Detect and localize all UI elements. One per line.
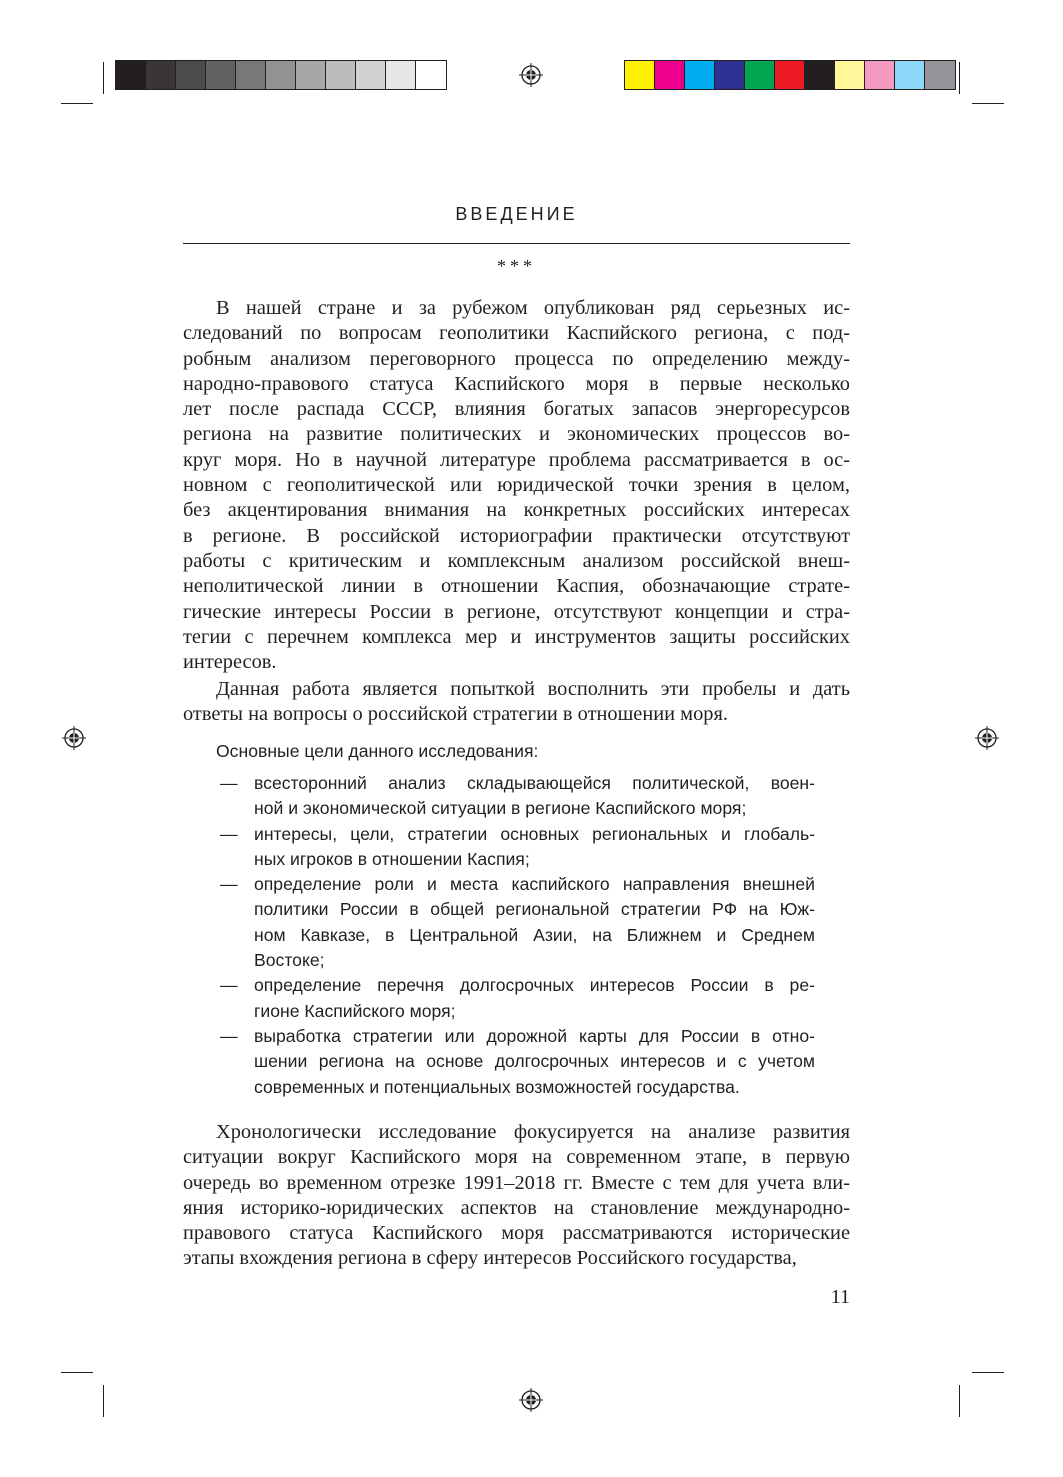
color-swatch	[685, 61, 715, 89]
list-item-line: Востоке;	[254, 950, 325, 971]
list-item-line: определение роли и места каспийского направления внешней	[254, 874, 815, 895]
color-swatch	[326, 61, 356, 89]
color-swatch	[356, 61, 386, 89]
color-swatch	[296, 61, 326, 89]
list-dash: —	[220, 874, 238, 895]
text-line: ответы на вопросы о российской стратегии в отношении моря.	[183, 703, 728, 726]
list-item-line: политики России в общей региональной стратегии РФ на Юж-	[254, 899, 815, 920]
text-line: неполитической линии в отношении Каспия, обозначающие страте-	[183, 575, 850, 598]
text-line: круг моря. Но в научной литературе проблема рассматривается в ос-	[183, 448, 850, 471]
registration-mark-icon	[519, 63, 543, 87]
text-line: Хронологически исследование фокусируется на анализе развития	[216, 1121, 850, 1143]
registration-mark-icon	[975, 726, 999, 750]
text-line: В нашей стране и за рубежом опубликован ряд серьезных ис-	[216, 297, 850, 319]
crop-mark	[972, 103, 1004, 104]
text-line: региона на развитие политических и экономических процессов во-	[183, 423, 850, 446]
color-swatch	[925, 61, 955, 89]
crop-mark	[959, 1385, 960, 1417]
list-item-line: ном Кавказе, в Центральной Азии, на Ближнем и Среднем	[254, 924, 815, 945]
color-swatch	[745, 61, 775, 89]
section-title: ВВЕДЕНИЕ	[455, 204, 578, 224]
goals-list	[220, 771, 815, 1100]
list-item-line: интересы, цели, стратегии основных региональных и глобаль-	[254, 823, 815, 844]
list-dash: —	[220, 1025, 238, 1046]
crop-mark	[103, 1385, 104, 1417]
crop-mark	[959, 62, 960, 94]
text-line: следований по вопросам геополитики Каспийского региона, с под-	[183, 322, 850, 345]
color-swatch	[386, 61, 416, 89]
list-item	[220, 771, 815, 822]
color-swatch	[176, 61, 206, 89]
list-item-line: ной и экономической ситуации в регионе Каспийского моря;	[254, 798, 747, 819]
text-line: Данная работа является попыткой восполнить эти пробелы и дать	[216, 678, 850, 700]
color-swatch	[266, 61, 296, 89]
text-line: этапы вхождения региона в сферу интересов Российского государства,	[183, 1247, 797, 1270]
text-line: правового статуса Каспийского моря рассматриваются исторические	[183, 1222, 850, 1245]
list-dash: —	[220, 823, 238, 844]
color-swatch	[715, 61, 745, 89]
list-item	[220, 973, 815, 1024]
list-item	[220, 1024, 815, 1100]
text-line: очередь во временном отрезке 1991–2018 гг. Вместе с тем для учета вли-	[183, 1171, 850, 1194]
text-line: интересов.	[183, 651, 277, 674]
goals-heading: Основные цели данного исследования:	[216, 741, 539, 761]
grayscale-color-bar	[115, 60, 447, 90]
text-line: гические интересы России в регионе, отсутствуют концепции и стра-	[183, 600, 850, 623]
color-swatch	[416, 61, 446, 89]
list-item-line: шении региона на основе долгосрочных интересов и с учетом	[254, 1051, 815, 1072]
color-swatch	[775, 61, 805, 89]
registration-mark-icon	[62, 726, 86, 750]
crop-mark	[61, 103, 93, 104]
color-swatch	[655, 61, 685, 89]
text-line: народно-правового статуса Каспийского моря в первые несколько	[183, 372, 850, 395]
header-rule	[183, 243, 850, 244]
paragraph-chronology	[183, 1120, 850, 1272]
text-line: новном с геополитической или юридической точки зрения в целом,	[183, 474, 850, 497]
text-line: ситуации вокруг Каспийского моря на современном этапе, в первую	[183, 1146, 850, 1169]
text-line: робным анализом переговорного процесса по определению между-	[183, 347, 850, 370]
list-item-line: ных игроков в отношении Каспия;	[254, 848, 530, 869]
text-line: лет после распада СССР, влияния богатых запасов энергоресурсов	[183, 398, 850, 421]
list-item-line: современных и потенциальных возможностей государства.	[254, 1076, 740, 1097]
color-swatch	[116, 61, 146, 89]
crop-mark	[61, 1372, 93, 1373]
crop-mark	[972, 1372, 1004, 1373]
text-line: без акцентирования внимания на конкретных российских интересах	[183, 499, 850, 522]
paragraph-intro	[183, 296, 850, 675]
list-item	[220, 872, 815, 973]
color-swatch	[835, 61, 865, 89]
list-item-line: всесторонний анализ складывающейся политической, воен-	[254, 773, 815, 793]
text-line: работы с критическим и комплексным анализом российской внеш-	[183, 549, 850, 572]
crop-mark	[103, 62, 104, 94]
section-break-stars: ***	[497, 256, 536, 276]
text-line: тегии с перечнем комплекса мер и инструментов защиты российских	[183, 625, 850, 648]
list-item-line: определение перечня долгосрочных интересов России в ре-	[254, 975, 815, 996]
color-swatch	[805, 61, 835, 89]
color-swatch	[895, 61, 925, 89]
color-swatch	[865, 61, 895, 89]
color-swatch	[236, 61, 266, 89]
color-swatch	[206, 61, 236, 89]
paragraph-purpose	[183, 677, 850, 728]
registration-mark-icon	[519, 1388, 543, 1412]
page-number: 11	[830, 1286, 850, 1308]
color-swatch	[625, 61, 655, 89]
list-item	[220, 822, 815, 873]
process-color-bar	[624, 60, 956, 90]
list-dash: —	[220, 975, 238, 996]
text-line: яния историко-юридических аспектов на становление международно-	[183, 1196, 850, 1219]
color-swatch	[146, 61, 176, 89]
text-line: в регионе. В российской историографии практически отсутствуют	[183, 524, 850, 547]
list-item-line: гионе Каспийского моря;	[254, 1000, 456, 1021]
list-dash: —	[220, 773, 238, 793]
list-item-line: выработка стратегии или дорожной карты для России в отно-	[254, 1025, 815, 1046]
